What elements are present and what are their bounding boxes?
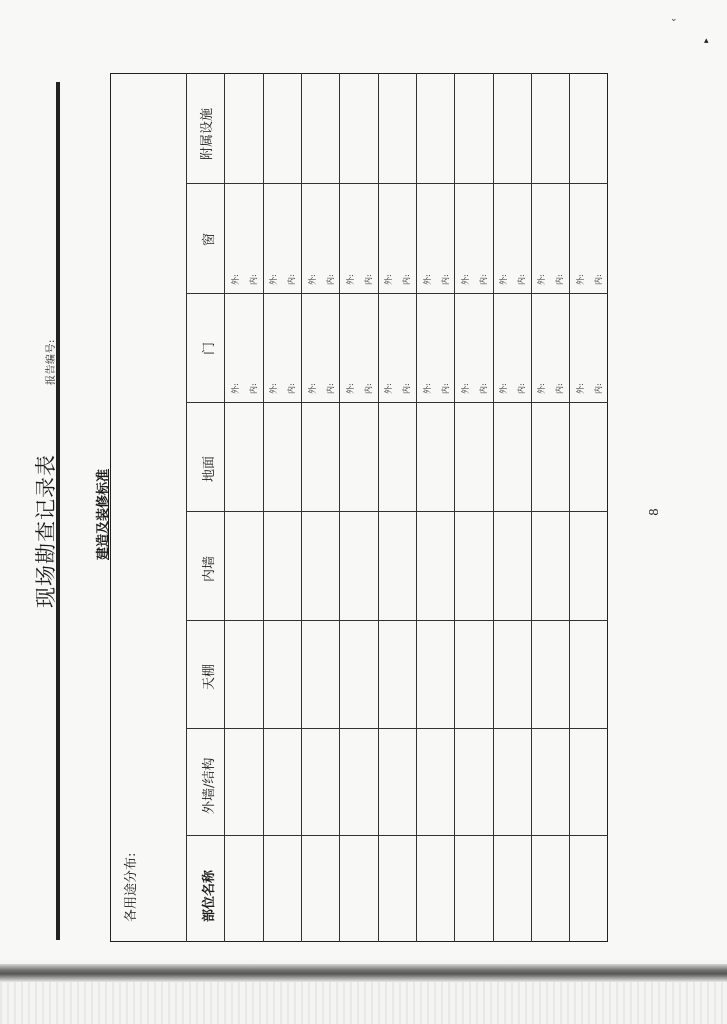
door-inner-label: 内: [249, 383, 258, 394]
door-outer-label: 外: [307, 383, 317, 394]
window-outer-label: 外: [460, 274, 470, 285]
door-outer-label: 外: [499, 383, 509, 394]
door-outer-label: 外: [575, 383, 585, 394]
door-outer-label: 外: [384, 383, 394, 394]
scan-noise [0, 982, 727, 1024]
door-outer-label: 外: [537, 383, 547, 394]
table-divider [186, 728, 608, 729]
door-outer-label: 外: [269, 383, 279, 394]
table-divider [263, 73, 264, 942]
window-outer-label: 外: [537, 274, 547, 285]
door-outer-label: 外: [231, 383, 240, 394]
header-facilities: 附属设施 [200, 107, 215, 160]
window-outer-label: 外: [345, 274, 355, 285]
header-interior-wall: 内墙 [202, 555, 217, 582]
table-divider [224, 73, 225, 942]
table-divider [186, 402, 608, 403]
door-inner-label: 内: [478, 383, 488, 394]
door-inner-label: 内: [363, 383, 373, 394]
section-title: 建造及装修标准 [96, 468, 111, 560]
window-inner-label: 内: [478, 274, 488, 285]
table-divider [531, 73, 532, 942]
table-divider [416, 73, 417, 942]
window-outer-label: 外: [307, 274, 317, 285]
window-outer-label: 外: [269, 274, 279, 285]
table-divider [378, 73, 379, 942]
window-inner-label: 内: [517, 274, 527, 285]
window-inner-label: 内: [402, 274, 412, 285]
table-divider [301, 73, 302, 942]
door-inner-label: 内: [593, 383, 603, 394]
header-part-name: 部位名称 [202, 869, 217, 922]
window-outer-label: 外: [575, 274, 585, 285]
table-divider [186, 73, 187, 942]
table-divider [186, 183, 608, 184]
table-divider [186, 835, 608, 836]
window-inner-label: 内: [440, 274, 450, 285]
window-outer-label: 外: [384, 274, 394, 285]
table-divider [186, 620, 608, 621]
scan-mark: ▴ [704, 36, 709, 46]
usage-label: 各用途分布: [124, 852, 139, 922]
scan-shadow-band [0, 964, 727, 982]
table-divider [454, 73, 455, 942]
window-inner-label: 内: [249, 274, 258, 285]
window-inner-label: 内: [363, 274, 373, 285]
window-outer-label: 外: [499, 274, 509, 285]
header-floor: 地面 [202, 455, 217, 482]
table-divider [569, 73, 570, 942]
header-exterior-structure: 外墙/结构 [202, 757, 217, 814]
inspection-table [110, 73, 608, 942]
door-inner-label: 内: [555, 383, 565, 394]
header-ceiling: 天棚 [202, 663, 217, 690]
window-outer-label: 外: [422, 274, 432, 285]
door-inner-label: 内: [287, 383, 297, 394]
table-divider [339, 73, 340, 942]
window-inner-label: 内: [555, 274, 565, 285]
scan-mark: ⌄ [670, 14, 678, 24]
table-divider [186, 511, 608, 512]
window-outer-label: 外: [231, 274, 240, 285]
table-divider [493, 73, 494, 942]
table-divider [186, 293, 608, 294]
page-number: 8 [646, 508, 661, 516]
page-title: 现场勘查记录表 [34, 454, 58, 608]
header-door: 门 [202, 341, 217, 355]
door-inner-label: 内: [325, 383, 335, 394]
door-inner-label: 内: [402, 383, 412, 394]
door-inner-label: 内: [517, 383, 527, 394]
window-inner-label: 内: [325, 274, 335, 285]
door-outer-label: 外: [460, 383, 470, 394]
door-inner-label: 内: [440, 383, 450, 394]
header-window: 窗 [202, 232, 217, 246]
window-inner-label: 内: [287, 274, 297, 285]
window-inner-label: 内: [593, 274, 603, 285]
door-outer-label: 外: [422, 383, 432, 394]
door-outer-label: 外: [345, 383, 355, 394]
report-number-label: 报告编号: [46, 339, 57, 385]
report-number [42, 279, 57, 385]
